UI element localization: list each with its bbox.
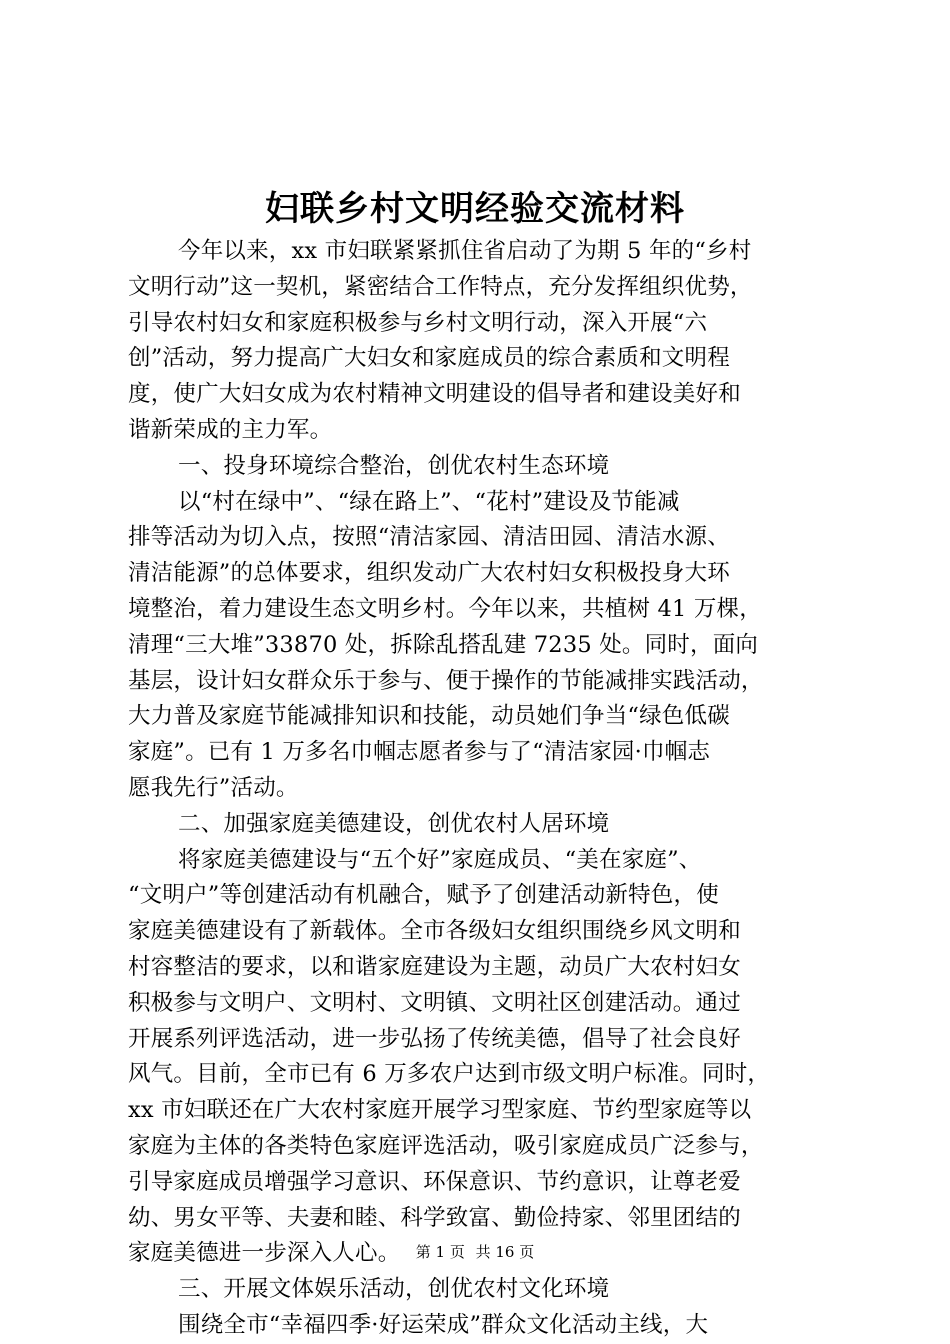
text-line: 家庭为主体的各类特色家庭评选活动，吸引家庭成员广泛参与， — [128, 1132, 764, 1159]
text-line: 清洁能源”的总体要求，组织发动广大农村妇女积极投身大环 — [128, 560, 730, 587]
text-line: 围绕全市“幸福四季·好运荣成”群众文化活动主线，大 — [178, 1311, 709, 1338]
text-line: 村容整洁的要求，以和谐家庭建设为主题，动员广大农村妇女 — [128, 953, 741, 980]
text-line: 一、投身环境综合整治，创优农村生态环境 — [178, 452, 610, 479]
text-line: 引导家庭成员增强学习意识、环保意识、节约意识，让尊老爱 — [128, 1168, 741, 1195]
text-line: 创”活动，努力提高广大妇女和家庭成员的综合素质和文明程 — [128, 345, 730, 372]
text-line: 家庭”。已有 1 万多名巾帼志愿者参与了“清洁家园·巾帼志 — [128, 739, 711, 766]
text-line: 度，使广大妇女成为农村精神文明建设的倡导者和建设美好和 — [128, 381, 741, 408]
text-line: 二、加强家庭美德建设，创优农村人居环境 — [178, 810, 610, 837]
text-line: xx 市妇联还在广大农村家庭开展学习型家庭、节约型家庭等以 — [128, 1097, 752, 1124]
text-line: 积极参与文明户、文明村、文明镇、文明社区创建活动。通过 — [128, 989, 741, 1016]
text-line: 风气。目前，全市已有 6 万多农户达到市级文明户标准。同时， — [128, 1061, 771, 1088]
text-line: 将家庭美德建设与“五个好”家庭成员、“美在家庭”、 — [178, 846, 702, 873]
text-line: 引导农村妇女和家庭积极参与乡村文明行动，深入开展“六 — [128, 309, 708, 336]
text-line: 大力普及家庭节能减排知识和技能，动员她们争当“绿色低碳 — [128, 703, 730, 730]
text-line: 三、开展文体娱乐活动，创优农村文化环境 — [178, 1276, 610, 1303]
page-footer — [0, 1241, 950, 1263]
page-number: 第 1 页 — [415, 1243, 465, 1261]
text-line: 今年以来，xx 市妇联紧紧抓住省启动了为期 5 年的“乡村 — [178, 238, 752, 264]
text-line: 谐新荣成的主力军。 — [128, 416, 333, 443]
text-line: 家庭美德建设有了新载体。全市各级妇女组织围绕乡风文明和 — [128, 918, 741, 945]
text-line: 境整治，着力建设生态文明乡村。今年以来，共植树 41 万棵， — [128, 595, 762, 622]
text-line: 排等活动为切入点，按照“清洁家园、清洁田园、清洁水源、 — [128, 524, 730, 551]
text-line: 愿我先行”活动。 — [128, 774, 299, 801]
text-line: 幼、男女平等、夫妻和睦、科学致富、勤俭持家、邻里团结的 — [128, 1204, 741, 1231]
text-line: 家庭美德进一步深入人心。 — [128, 1240, 401, 1267]
text-line: “文明户”等创建活动有机融合，赋予了创建活动新特色，使 — [128, 882, 719, 909]
text-line: 开展系列评选活动，进一步弘扬了传统美德，倡导了社会良好 — [128, 1025, 741, 1052]
text-line: 文明行动”这一契机，紧密结合工作特点，充分发挥组织优势， — [128, 273, 753, 300]
page-total: 共 16 页 — [475, 1243, 535, 1261]
document-body — [128, 234, 828, 1344]
text-line: 以“村在绿中”、“绿在路上”、“花村”建设及节能减 — [178, 488, 680, 515]
document-title: 妇联乡村文明经验交流材料 — [265, 189, 685, 229]
text-line: 清理“三大堆”33870 处，拆除乱搭乱建 7235 处。同时，面向 — [128, 631, 759, 658]
text-line: 基层，设计妇女群众乐于参与、便于操作的节能减排实践活动， — [128, 667, 764, 694]
